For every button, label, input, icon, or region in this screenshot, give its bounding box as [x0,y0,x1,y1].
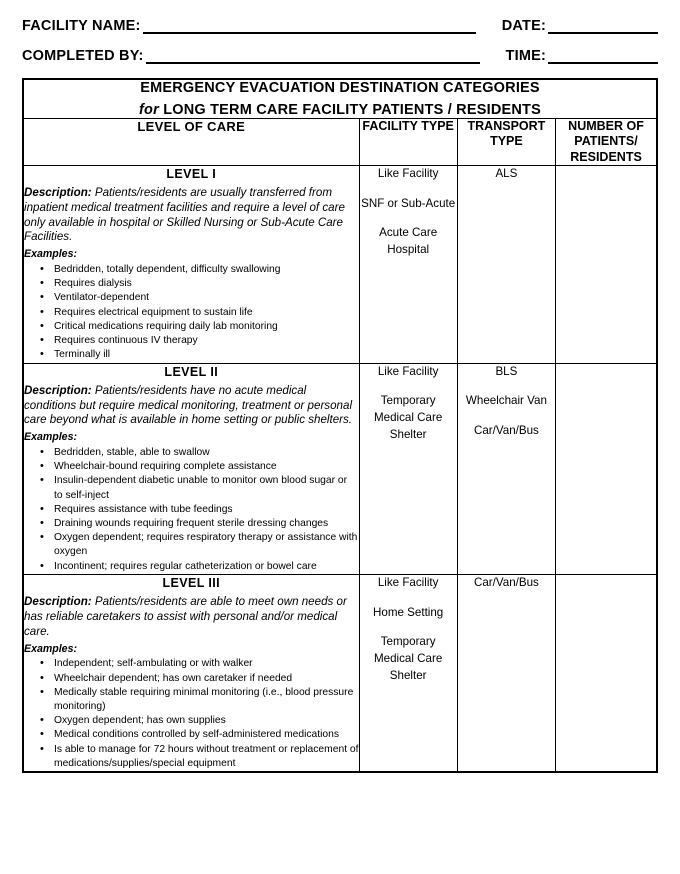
list-item: • Medically stable requiring minimal monitoring (i.e., blood pressure monitoring) [40,686,359,714]
column-header-number-of-patients: NUMBER OF PATIENTS/ RESIDENTS [556,119,657,166]
transport-type-cell [457,165,555,363]
facility-type-option: SNF or Sub-Acute [361,196,456,210]
transport-type-option: Car/Van/Bus [473,424,539,438]
table-row [23,574,657,772]
list-item: • Wheelchair dependent; has own caretaker if needed [40,672,359,686]
transport-type-cell [457,363,555,574]
evacuation-categories-table [22,78,658,773]
transport-type-option: ALS [495,166,518,180]
description-label: Description: [24,186,92,199]
level-of-care-cell [23,165,359,363]
time-label: TIME: [505,48,546,64]
description-text: Patients/residents have no acute medical conditions but require medical monitoring, treatment or personal care beyond what is available in home setting or public shelters. [24,383,353,427]
list-item: • Ventilator-dependent [40,291,359,305]
level-of-care-cell [23,363,359,574]
examples-label: Examples: [24,431,77,444]
list-item: • Incontinent; requires regular catheterization or bowel care [40,560,359,574]
list-item: • Bedridden, stable, able to swallow [40,446,359,460]
number-of-patients-cell[interactable] [556,574,657,772]
facility-name-label: FACILITY NAME: [22,18,141,34]
level-title: LEVEL II [164,364,219,379]
column-header-facility-type: FACILITY TYPE [359,119,457,166]
description-label: Description: [24,383,92,397]
description-text: Patients/residents are usually transferred from inpatient medical treatment facilities and require a level of care only available in hospital or Skilled Nursing or Sub-Acute Care Facilities. [24,186,345,244]
table-header-row [23,119,657,166]
transport-type-option: Car/Van/Bus [473,575,539,589]
form-header [22,18,658,64]
examples-list [24,446,359,574]
table-row [23,363,657,574]
facility-type-option: Like Facility [377,575,439,589]
list-item: • Requires electrical equipment to sustain life [40,306,359,320]
list-item: • Bedridden, totally dependent, difficulty swallowing [40,263,359,277]
examples-label: Examples: [24,248,77,261]
completed-by-input[interactable] [146,48,480,64]
list-item: • Oxygen dependent; requires respiratory therapy or assistance with oxygen [40,531,359,559]
table-title-row [23,79,657,119]
facility-type-option: Temporary Medical Care Shelter [373,635,443,683]
table-title-line-2 [24,102,656,118]
time-input[interactable] [548,48,658,64]
list-item: • Oxygen dependent; has own supplies [40,714,359,728]
list-item: • Independent; self-ambulating or with walker [40,657,359,671]
examples-list [24,657,359,771]
completed-by-row [22,48,658,64]
level-title: LEVEL III [162,575,221,590]
level-description [24,186,359,245]
list-item: • Terminally ill [40,348,359,362]
facility-type-option: Like Facility [377,364,439,378]
list-item: • Insulin-dependent diabetic unable to monitor own blood sugar or to self-inject [40,474,359,502]
list-item: • Wheelchair-bound requiring complete assistance [40,460,359,474]
level-title: LEVEL I [166,166,217,181]
list-item: • Requires dialysis [40,277,359,291]
facility-name-row [22,18,658,34]
list-item: • Draining wounds requiring frequent sterile dressing changes [40,517,359,531]
completed-by-label: COMPLETED BY: [22,48,144,64]
level-of-care-cell [23,574,359,772]
description-text: Patients/residents are able to meet own needs or has reliable caretakers to assist with personal and/or medical care. [24,595,347,638]
list-item: • Critical medications requiring daily lab monitoring [40,320,359,334]
number-of-patients-cell[interactable] [556,165,657,363]
description-label: Description: [24,595,92,609]
column-header-level-of-care: LEVEL OF CARE [23,119,359,166]
list-item: • Requires assistance with tube feedings [40,503,359,517]
facility-type-option: Home Setting [373,605,444,619]
date-label: DATE: [501,18,546,34]
transport-type-option: BLS [495,364,518,378]
facility-type-cell [359,363,457,574]
examples-list [24,263,359,362]
column-header-transport-type: TRANSPORT TYPE [457,119,555,166]
table-title-for-word: for [139,102,159,118]
table-row [23,165,657,363]
date-input[interactable] [548,18,658,34]
transport-type-cell [457,574,555,772]
facility-name-input[interactable] [143,18,476,34]
table-title-line-1: EMERGENCY EVACUATION DESTINATION CATEGORIES [140,80,540,96]
facility-type-option: Temporary Medical Care Shelter [373,394,443,441]
level-description [24,595,359,639]
facility-type-cell [359,574,457,772]
number-of-patients-cell[interactable] [556,363,657,574]
list-item: • Is able to manage for 72 hours without treatment or replacement of medications/supplies/special equipment [40,743,359,771]
facility-type-option: Acute Care Hospital [379,226,438,257]
table-title-line-2-rest: LONG TERM CARE FACILITY PATIENTS / RESIDENTS [163,102,541,118]
facility-type-cell [359,165,457,363]
level-description [24,384,359,428]
examples-label: Examples: [24,642,77,655]
transport-type-option: Wheelchair Van [465,394,547,408]
list-item: • Medical conditions controlled by self-administered medications [40,728,359,742]
list-item: • Requires continuous IV therapy [40,334,359,348]
facility-type-option: Like Facility [377,166,439,180]
table-title-cell [23,79,657,119]
